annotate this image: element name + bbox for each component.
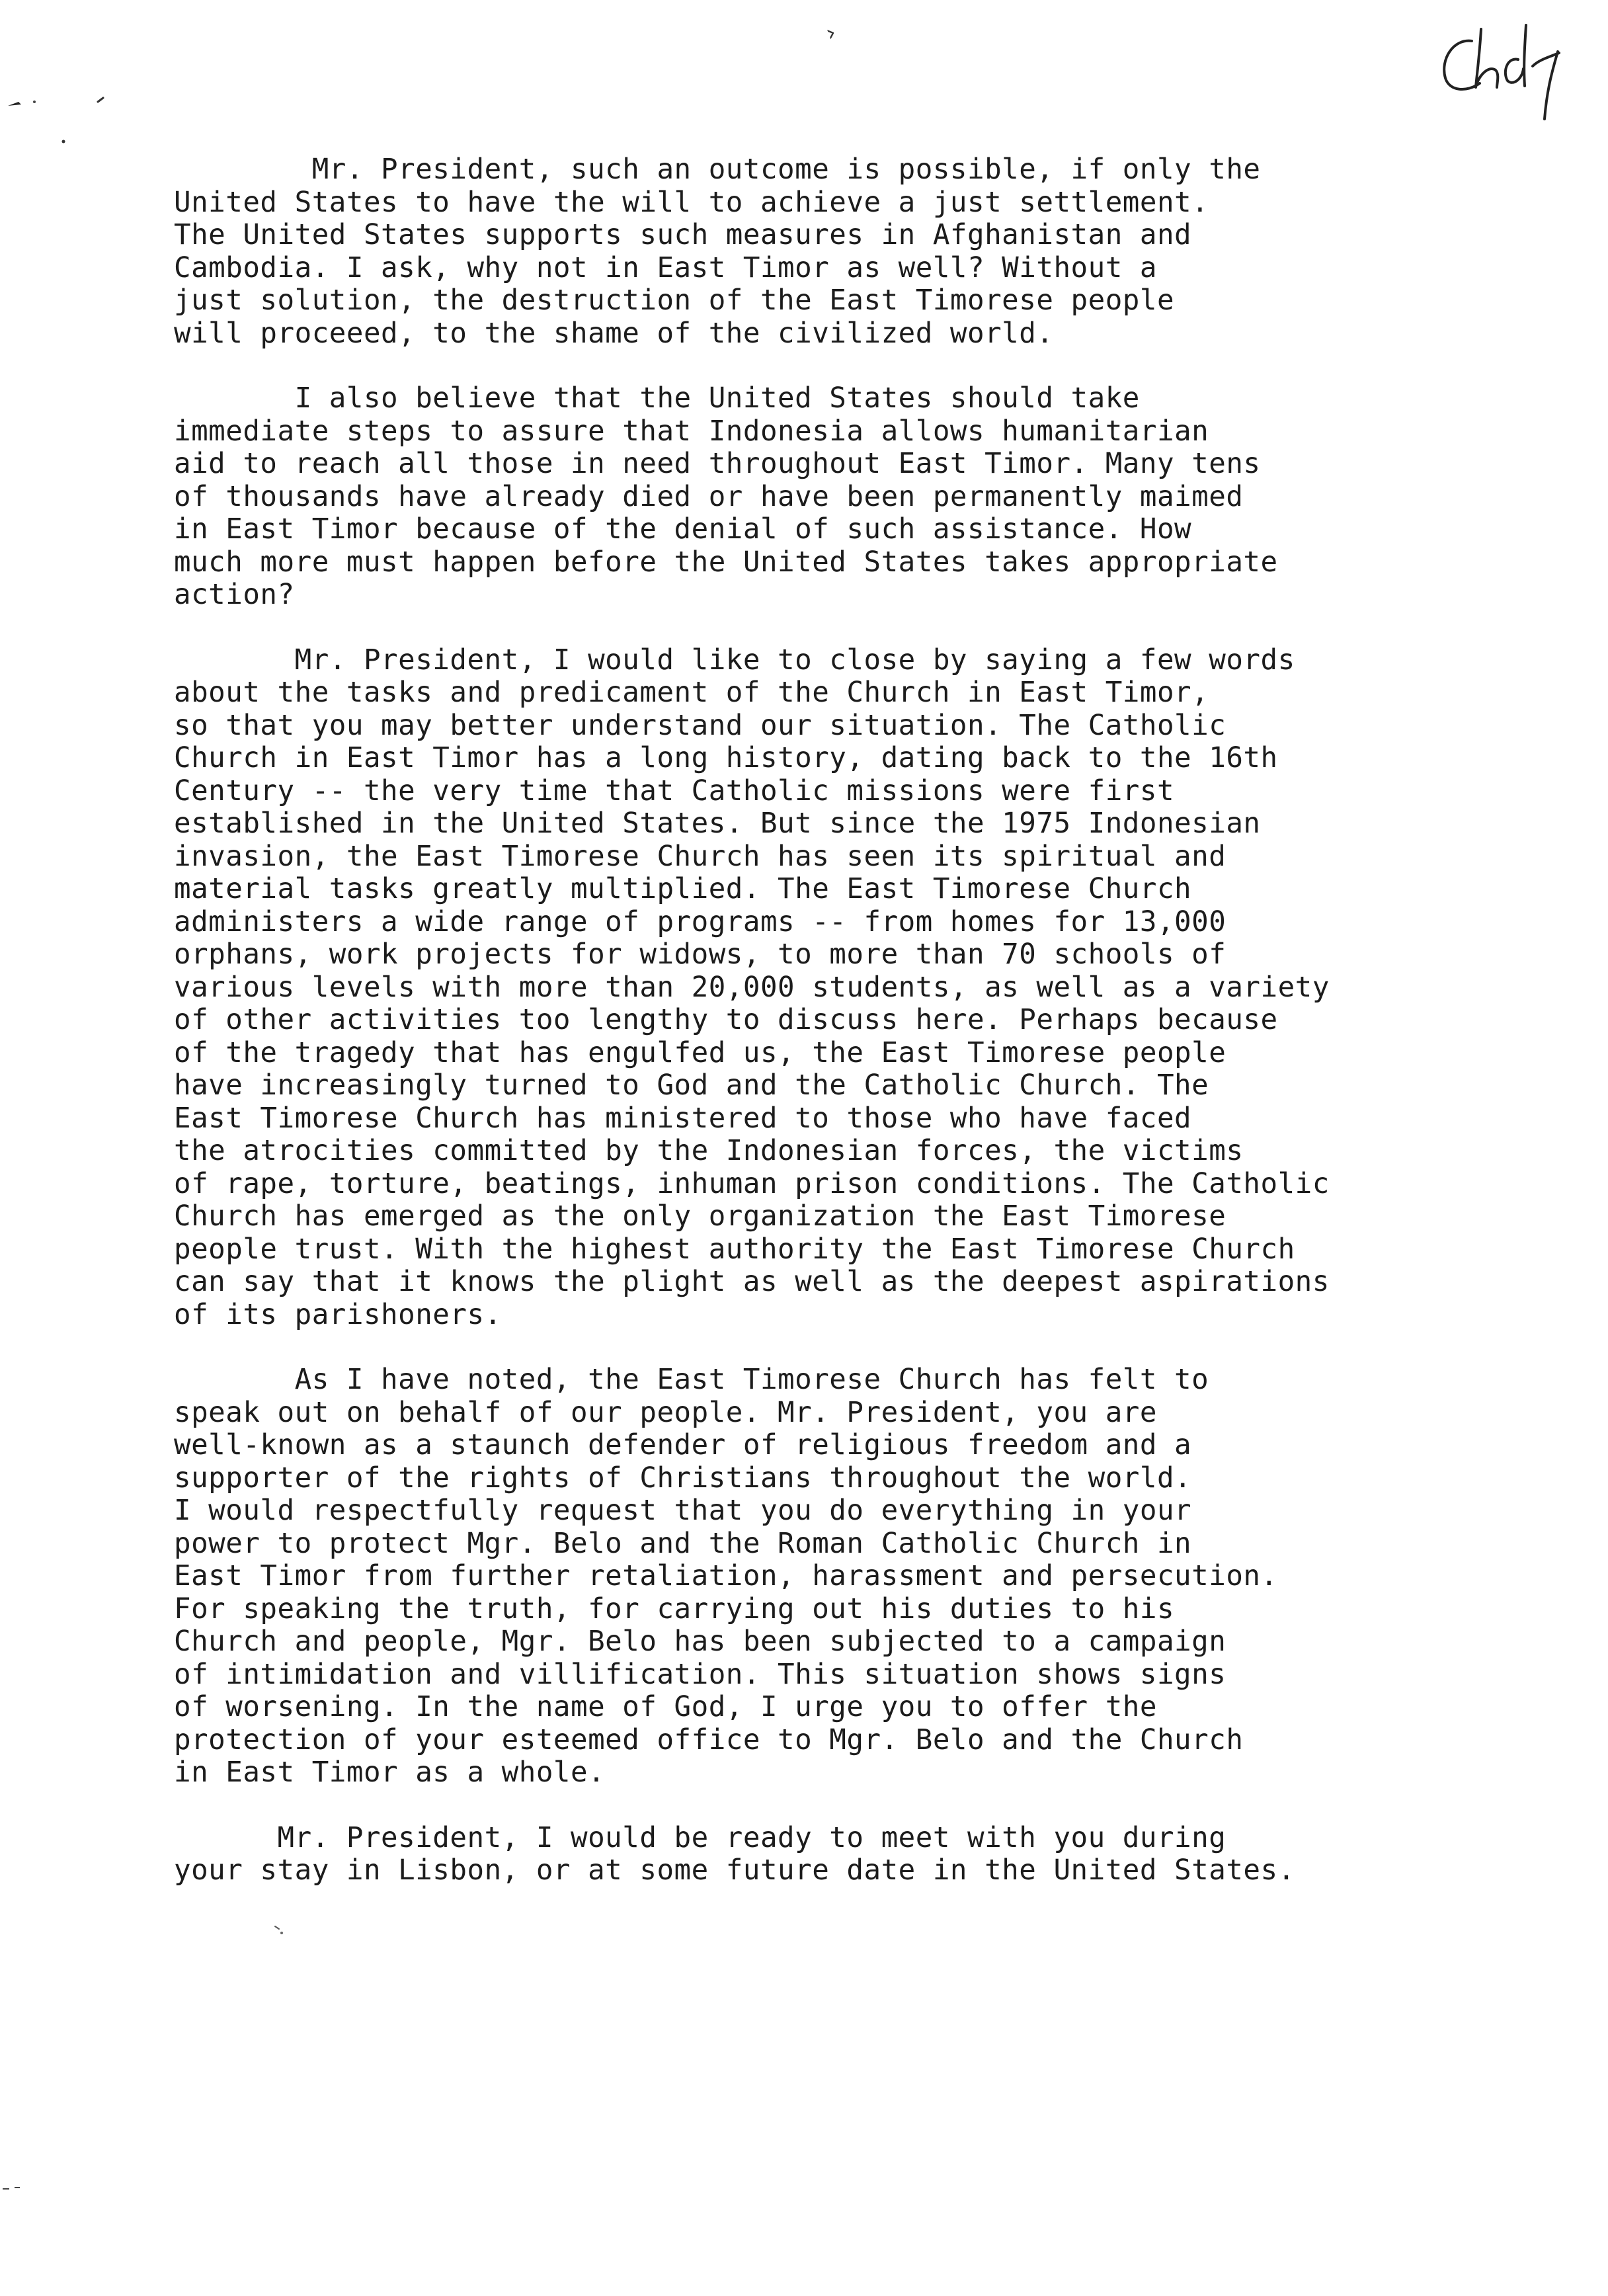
top-pen-mark: › xyxy=(822,19,840,48)
letter-body xyxy=(174,153,1523,1887)
paragraph-church-history: Mr. President, I would like to close by saying a few words about the tasks and predicament of the Church in East Timor, so that you may better understand our situation. The Catholic Church in East Timor has a long history, dating back to the 16th Century -- the very time that Catholic missions were first established in the United States. But since the 1975 Indonesian invasion, the East Timorese Church has seen its spiritual and material tasks greatly multiplied. The East Timorese Church administers a wide range of programs -- from homes for 13,000 orphans, work projects for widows, to more than 70 schools of various levels with more than 20,000 students, as well as a variety of other activities too lengthy to discuss here. Perhaps because of the tragedy that has engulfed us, the East Timorese people have increasingly turned to God and the Catholic Church. The East Timorese Church has ministered to those who have faced the atrocities committed by the Indonesian forces, the victims of rape, torture, beatings, inhuman prison conditions. The Catholic Church has emerged as the only organization the East Timorese people trust. With the highest authority the East Timorese Church can say that it knows the plight as well as the deepest aspirations of its parishoners. xyxy=(174,643,1330,1331)
stray-ink-dot xyxy=(271,1921,291,1941)
paragraph-settlement: Mr. President, such an outcome is possible, if only the United States to have the will to achieve a just settlement. The United States supports such measures in Afghanistan and Cambodia. I ask, why not in East Timor as well? Without a just solution, the destruction of the East Timorese people will proceeed, to the shame of the civilized world. xyxy=(174,153,1261,350)
margin-pen-marks xyxy=(7,93,139,159)
corner-scan-marks xyxy=(0,2182,33,2195)
paragraph-humanitarian-aid: I also believe that the United States should take immediate steps to assure that Indonesia allows humanitarian aid to reach all those in need throughout East Timor. Many tens of thousands have already died or have been permanently maimed in East Timor because of the denial of such assistance. How much more must happen before the United States takes appropriate action? xyxy=(174,382,1278,611)
paragraph-request-protection: As I have noted, the East Timorese Church has felt to speak out on behalf of our people. Mr. President, you are well-known as a staunch defender of religious freedom and a supporter of the rights of Christians throughout the world. I would respectfully request that you do everything in your power to protect Mgr. Belo and the Roman Catholic Church in East Timor from further retaliation, harassment and persecution. For speaking the truth, for carrying out his duties to his Church and people, Mgr. Belo has been subjected to a campaign of intimidation and villification. This situation shows signs of worsening. In the name of God, I urge you to offer the protection of your esteemed office to Mgr. Belo and the Church in East Timor as a whole. xyxy=(174,1364,1278,1789)
handwritten-initials xyxy=(1433,20,1586,126)
paragraph-meeting-request: Mr. President, I would be ready to meet with you during your stay in Lisbon, or at some future date in the United States. xyxy=(174,1821,1295,1887)
